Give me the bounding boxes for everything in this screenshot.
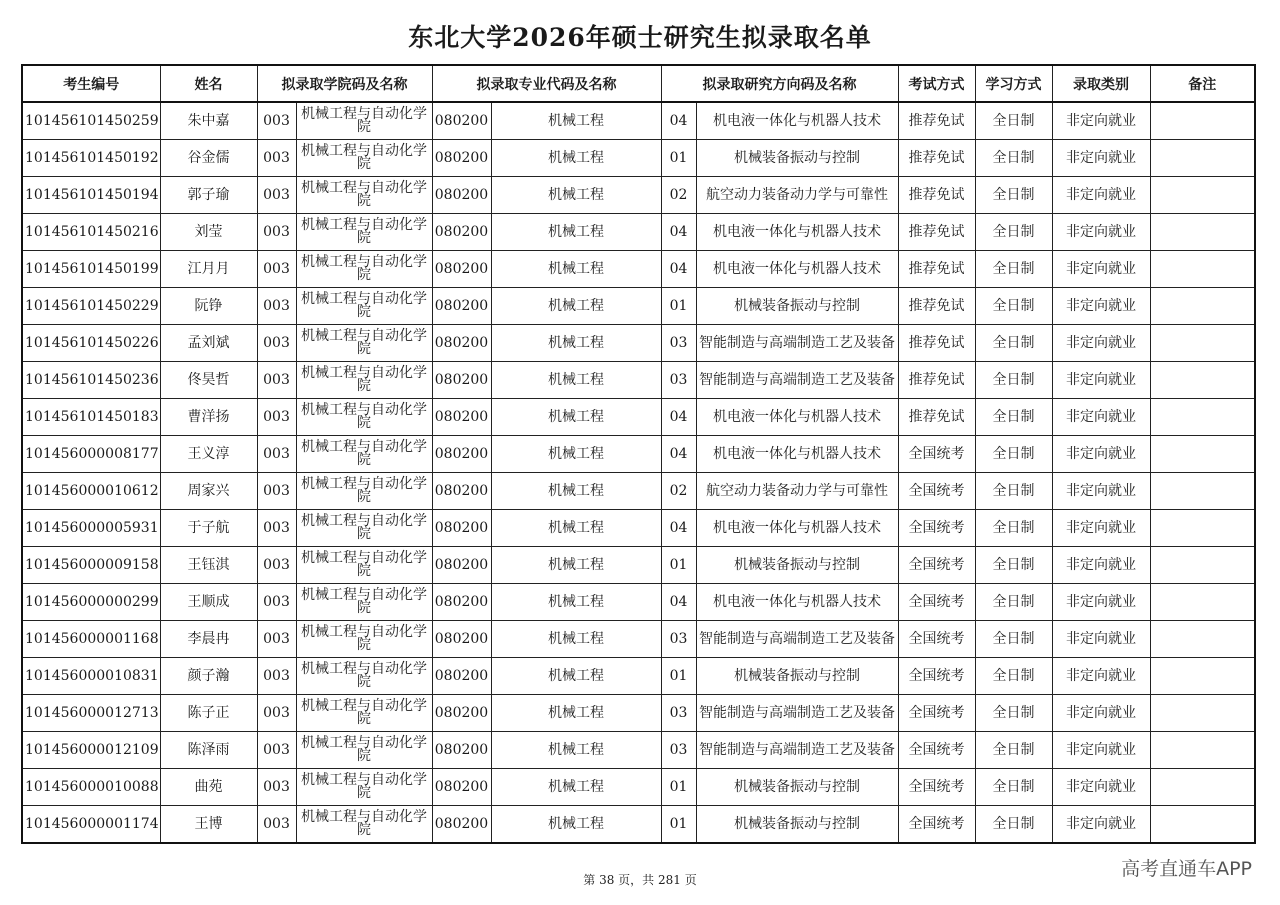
cell-direction-name: 机械装备振动与控制	[696, 658, 898, 695]
cell-college-code: 003	[257, 177, 296, 214]
cell-college-name: 机械工程与自动化学院	[296, 325, 432, 362]
cell-major-name: 机械工程	[491, 436, 661, 473]
cell-major-name: 机械工程	[491, 473, 661, 510]
table-row	[22, 547, 1255, 584]
cell-direction-name: 机械装备振动与控制	[696, 140, 898, 177]
cell-direction-code: 01	[661, 547, 696, 584]
cell-major-code: 080200	[432, 102, 491, 140]
table-row	[22, 140, 1255, 177]
cell-major-code: 080200	[432, 251, 491, 288]
cell-major-name: 机械工程	[491, 140, 661, 177]
cell-major-code: 080200	[432, 806, 491, 844]
cell-name: 刘莹	[160, 214, 257, 251]
cell-college-name: 机械工程与自动化学院	[296, 362, 432, 399]
header-exam: 考试方式	[898, 65, 975, 102]
cell-name: 曲苑	[160, 769, 257, 806]
cell-id: 101456101450229	[22, 288, 160, 325]
cell-major-code: 080200	[432, 362, 491, 399]
cell-college-code: 003	[257, 732, 296, 769]
cell-id: 101456000001168	[22, 621, 160, 658]
cell-direction-name: 机电液一体化与机器人技术	[696, 214, 898, 251]
cell-remark	[1150, 325, 1255, 362]
cell-category: 非定向就业	[1052, 769, 1150, 806]
cell-direction-code: 03	[661, 732, 696, 769]
cell-name: 阮铮	[160, 288, 257, 325]
cell-name: 陈子正	[160, 695, 257, 732]
cell-college-name: 机械工程与自动化学院	[296, 288, 432, 325]
cell-direction-code: 04	[661, 251, 696, 288]
cell-category: 非定向就业	[1052, 806, 1150, 844]
cell-direction-name: 机电液一体化与机器人技术	[696, 510, 898, 547]
cell-major-code: 080200	[432, 140, 491, 177]
header-study: 学习方式	[975, 65, 1052, 102]
table-row	[22, 621, 1255, 658]
cell-direction-name: 航空动力装备动力学与可靠性	[696, 177, 898, 214]
cell-college-code: 003	[257, 399, 296, 436]
cell-exam: 全国统考	[898, 621, 975, 658]
cell-category: 非定向就业	[1052, 214, 1150, 251]
cell-category: 非定向就业	[1052, 473, 1150, 510]
cell-name: 王博	[160, 806, 257, 844]
cell-name: 孟刘斌	[160, 325, 257, 362]
cell-direction-name: 机电液一体化与机器人技术	[696, 251, 898, 288]
cell-study: 全日制	[975, 806, 1052, 844]
cell-direction-name: 机电液一体化与机器人技术	[696, 102, 898, 140]
cell-exam: 推荐免试	[898, 399, 975, 436]
cell-major-name: 机械工程	[491, 584, 661, 621]
cell-study: 全日制	[975, 102, 1052, 140]
cell-major-code: 080200	[432, 658, 491, 695]
cell-college-code: 003	[257, 473, 296, 510]
cell-category: 非定向就业	[1052, 362, 1150, 399]
cell-college-name: 机械工程与自动化学院	[296, 177, 432, 214]
cell-category: 非定向就业	[1052, 177, 1150, 214]
cell-remark	[1150, 806, 1255, 844]
cell-exam: 全国统考	[898, 436, 975, 473]
cell-direction-code: 01	[661, 769, 696, 806]
cell-major-name: 机械工程	[491, 325, 661, 362]
cell-major-name: 机械工程	[491, 102, 661, 140]
cell-college-code: 003	[257, 806, 296, 844]
cell-id: 101456000012109	[22, 732, 160, 769]
cell-major-name: 机械工程	[491, 510, 661, 547]
cell-college-name: 机械工程与自动化学院	[296, 547, 432, 584]
cell-college-name: 机械工程与自动化学院	[296, 621, 432, 658]
cell-college-code: 003	[257, 362, 296, 399]
cell-direction-code: 01	[661, 806, 696, 844]
cell-major-code: 080200	[432, 732, 491, 769]
cell-major-code: 080200	[432, 399, 491, 436]
cell-direction-name: 机械装备振动与控制	[696, 806, 898, 844]
cell-remark	[1150, 695, 1255, 732]
cell-study: 全日制	[975, 214, 1052, 251]
cell-direction-code: 04	[661, 399, 696, 436]
cell-direction-code: 04	[661, 214, 696, 251]
cell-major-code: 080200	[432, 584, 491, 621]
cell-college-code: 003	[257, 251, 296, 288]
page-title: 东北大学2026年硕士研究生拟录取名单	[408, 23, 872, 52]
table-row	[22, 362, 1255, 399]
cell-remark	[1150, 732, 1255, 769]
cell-id: 101456101450183	[22, 399, 160, 436]
cell-direction-code: 03	[661, 621, 696, 658]
cell-exam: 推荐免试	[898, 325, 975, 362]
cell-college-name: 机械工程与自动化学院	[296, 769, 432, 806]
cell-remark	[1150, 214, 1255, 251]
cell-direction-code: 02	[661, 473, 696, 510]
cell-study: 全日制	[975, 547, 1052, 584]
cell-major-code: 080200	[432, 177, 491, 214]
cell-name: 于子航	[160, 510, 257, 547]
cell-id: 101456000010831	[22, 658, 160, 695]
cell-college-name: 机械工程与自动化学院	[296, 102, 432, 140]
cell-major-name: 机械工程	[491, 769, 661, 806]
cell-category: 非定向就业	[1052, 658, 1150, 695]
cell-remark	[1150, 547, 1255, 584]
table-row	[22, 732, 1255, 769]
cell-category: 非定向就业	[1052, 695, 1150, 732]
cell-direction-name: 机电液一体化与机器人技术	[696, 399, 898, 436]
watermark: 高考直通车APP	[1121, 858, 1252, 880]
cell-direction-code: 03	[661, 362, 696, 399]
cell-name: 李晨冉	[160, 621, 257, 658]
cell-category: 非定向就业	[1052, 547, 1150, 584]
cell-study: 全日制	[975, 732, 1052, 769]
table-row	[22, 102, 1255, 140]
cell-major-name: 机械工程	[491, 288, 661, 325]
cell-college-code: 003	[257, 658, 296, 695]
cell-study: 全日制	[975, 658, 1052, 695]
cell-name: 曹洋扬	[160, 399, 257, 436]
cell-study: 全日制	[975, 436, 1052, 473]
cell-major-name: 机械工程	[491, 251, 661, 288]
cell-major-name: 机械工程	[491, 695, 661, 732]
header-direction: 拟录取研究方向码及名称	[661, 65, 898, 102]
cell-id: 101456000009158	[22, 547, 160, 584]
cell-exam: 推荐免试	[898, 288, 975, 325]
cell-name: 王义淳	[160, 436, 257, 473]
cell-direction-name: 机械装备振动与控制	[696, 288, 898, 325]
cell-study: 全日制	[975, 584, 1052, 621]
cell-name: 王钰淇	[160, 547, 257, 584]
table-row	[22, 177, 1255, 214]
cell-major-code: 080200	[432, 510, 491, 547]
cell-major-code: 080200	[432, 547, 491, 584]
cell-category: 非定向就业	[1052, 102, 1150, 140]
cell-study: 全日制	[975, 140, 1052, 177]
cell-category: 非定向就业	[1052, 584, 1150, 621]
table-header-row	[22, 65, 1255, 102]
cell-exam: 全国统考	[898, 806, 975, 844]
table-row	[22, 325, 1255, 362]
cell-college-code: 003	[257, 214, 296, 251]
cell-direction-name: 智能制造与高端制造工艺及装备	[696, 732, 898, 769]
cell-study: 全日制	[975, 177, 1052, 214]
cell-direction-name: 机械装备振动与控制	[696, 769, 898, 806]
cell-college-code: 003	[257, 325, 296, 362]
cell-exam: 全国统考	[898, 510, 975, 547]
table-row	[22, 251, 1255, 288]
cell-id: 101456000001174	[22, 806, 160, 844]
cell-exam: 全国统考	[898, 584, 975, 621]
cell-id: 101456000010612	[22, 473, 160, 510]
cell-remark	[1150, 473, 1255, 510]
table-row	[22, 399, 1255, 436]
cell-id: 101456101450194	[22, 177, 160, 214]
cell-direction-code: 04	[661, 102, 696, 140]
cell-remark	[1150, 102, 1255, 140]
cell-id: 101456101450216	[22, 214, 160, 251]
cell-category: 非定向就业	[1052, 140, 1150, 177]
cell-exam: 全国统考	[898, 695, 975, 732]
cell-college-name: 机械工程与自动化学院	[296, 214, 432, 251]
cell-major-code: 080200	[432, 436, 491, 473]
cell-direction-name: 机电液一体化与机器人技术	[696, 584, 898, 621]
cell-id: 101456101450199	[22, 251, 160, 288]
cell-major-name: 机械工程	[491, 621, 661, 658]
cell-major-code: 080200	[432, 473, 491, 510]
cell-college-code: 003	[257, 695, 296, 732]
table-row	[22, 806, 1255, 844]
cell-category: 非定向就业	[1052, 732, 1150, 769]
cell-direction-code: 04	[661, 510, 696, 547]
cell-direction-code: 04	[661, 436, 696, 473]
cell-major-name: 机械工程	[491, 214, 661, 251]
cell-direction-name: 智能制造与高端制造工艺及装备	[696, 695, 898, 732]
cell-direction-code: 04	[661, 584, 696, 621]
header-category: 录取类别	[1052, 65, 1150, 102]
cell-category: 非定向就业	[1052, 288, 1150, 325]
cell-major-name: 机械工程	[491, 658, 661, 695]
header-id: 考生编号	[22, 65, 160, 102]
cell-major-name: 机械工程	[491, 732, 661, 769]
header-name: 姓名	[160, 65, 257, 102]
cell-major-name: 机械工程	[491, 806, 661, 844]
cell-college-code: 003	[257, 769, 296, 806]
cell-remark	[1150, 399, 1255, 436]
cell-exam: 推荐免试	[898, 214, 975, 251]
cell-college-code: 003	[257, 102, 296, 140]
cell-exam: 全国统考	[898, 658, 975, 695]
cell-direction-name: 智能制造与高端制造工艺及装备	[696, 362, 898, 399]
cell-major-code: 080200	[432, 325, 491, 362]
cell-direction-code: 03	[661, 695, 696, 732]
cell-exam: 全国统考	[898, 473, 975, 510]
cell-name: 郭子瑜	[160, 177, 257, 214]
cell-direction-code: 01	[661, 140, 696, 177]
header-major: 拟录取专业代码及名称	[432, 65, 661, 102]
cell-exam: 推荐免试	[898, 177, 975, 214]
cell-study: 全日制	[975, 769, 1052, 806]
cell-exam: 推荐免试	[898, 102, 975, 140]
cell-id: 101456101450259	[22, 102, 160, 140]
cell-category: 非定向就业	[1052, 621, 1150, 658]
cell-direction-code: 03	[661, 325, 696, 362]
cell-college-name: 机械工程与自动化学院	[296, 732, 432, 769]
cell-id: 101456000005931	[22, 510, 160, 547]
table-row	[22, 584, 1255, 621]
cell-college-name: 机械工程与自动化学院	[296, 473, 432, 510]
cell-study: 全日制	[975, 473, 1052, 510]
cell-college-name: 机械工程与自动化学院	[296, 695, 432, 732]
cell-major-code: 080200	[432, 769, 491, 806]
cell-major-name: 机械工程	[491, 362, 661, 399]
table-row	[22, 658, 1255, 695]
cell-id: 101456000008177	[22, 436, 160, 473]
cell-major-name: 机械工程	[491, 177, 661, 214]
cell-remark	[1150, 140, 1255, 177]
cell-college-name: 机械工程与自动化学院	[296, 584, 432, 621]
cell-category: 非定向就业	[1052, 436, 1150, 473]
cell-college-code: 003	[257, 288, 296, 325]
cell-study: 全日制	[975, 510, 1052, 547]
cell-major-code: 080200	[432, 214, 491, 251]
cell-name: 佟昊哲	[160, 362, 257, 399]
table-body	[22, 102, 1255, 843]
table-row	[22, 769, 1255, 806]
cell-name: 颜子瀚	[160, 658, 257, 695]
table-row	[22, 288, 1255, 325]
cell-exam: 全国统考	[898, 547, 975, 584]
cell-remark	[1150, 288, 1255, 325]
header-remark: 备注	[1150, 65, 1255, 102]
cell-college-code: 003	[257, 584, 296, 621]
cell-name: 江月月	[160, 251, 257, 288]
cell-study: 全日制	[975, 288, 1052, 325]
cell-college-name: 机械工程与自动化学院	[296, 251, 432, 288]
cell-study: 全日制	[975, 399, 1052, 436]
cell-college-name: 机械工程与自动化学院	[296, 658, 432, 695]
cell-study: 全日制	[975, 695, 1052, 732]
cell-remark	[1150, 251, 1255, 288]
table-row	[22, 214, 1255, 251]
cell-remark	[1150, 584, 1255, 621]
cell-name: 周家兴	[160, 473, 257, 510]
cell-remark	[1150, 658, 1255, 695]
cell-direction-name: 机电液一体化与机器人技术	[696, 436, 898, 473]
cell-name: 陈泽雨	[160, 732, 257, 769]
cell-id: 101456101450192	[22, 140, 160, 177]
cell-remark	[1150, 621, 1255, 658]
page-number: 第 38 页，共 281 页	[583, 873, 697, 887]
cell-id: 101456000000299	[22, 584, 160, 621]
cell-remark	[1150, 362, 1255, 399]
cell-id: 101456000012713	[22, 695, 160, 732]
table-row	[22, 510, 1255, 547]
cell-college-name: 机械工程与自动化学院	[296, 510, 432, 547]
cell-category: 非定向就业	[1052, 399, 1150, 436]
cell-remark	[1150, 769, 1255, 806]
cell-study: 全日制	[975, 362, 1052, 399]
cell-major-name: 机械工程	[491, 547, 661, 584]
cell-study: 全日制	[975, 251, 1052, 288]
header-college: 拟录取学院码及名称	[257, 65, 432, 102]
cell-major-code: 080200	[432, 695, 491, 732]
cell-college-name: 机械工程与自动化学院	[296, 140, 432, 177]
cell-category: 非定向就业	[1052, 325, 1150, 362]
cell-college-code: 003	[257, 436, 296, 473]
cell-id: 101456000010088	[22, 769, 160, 806]
cell-college-code: 003	[257, 621, 296, 658]
table-row	[22, 695, 1255, 732]
cell-direction-name: 智能制造与高端制造工艺及装备	[696, 325, 898, 362]
cell-study: 全日制	[975, 325, 1052, 362]
cell-remark	[1150, 510, 1255, 547]
cell-direction-code: 01	[661, 288, 696, 325]
cell-direction-name: 航空动力装备动力学与可靠性	[696, 473, 898, 510]
cell-category: 非定向就业	[1052, 510, 1150, 547]
cell-name: 王顺成	[160, 584, 257, 621]
cell-college-code: 003	[257, 510, 296, 547]
cell-category: 非定向就业	[1052, 251, 1150, 288]
cell-exam: 全国统考	[898, 769, 975, 806]
cell-exam: 推荐免试	[898, 251, 975, 288]
cell-direction-code: 01	[661, 658, 696, 695]
cell-name: 谷金儒	[160, 140, 257, 177]
cell-major-name: 机械工程	[491, 399, 661, 436]
cell-major-code: 080200	[432, 288, 491, 325]
cell-exam: 推荐免试	[898, 140, 975, 177]
cell-name: 朱中嘉	[160, 102, 257, 140]
cell-direction-name: 机械装备振动与控制	[696, 547, 898, 584]
cell-college-name: 机械工程与自动化学院	[296, 436, 432, 473]
table-row	[22, 436, 1255, 473]
cell-direction-code: 02	[661, 177, 696, 214]
cell-direction-name: 智能制造与高端制造工艺及装备	[696, 621, 898, 658]
cell-study: 全日制	[975, 621, 1052, 658]
cell-exam: 全国统考	[898, 732, 975, 769]
cell-id: 101456101450226	[22, 325, 160, 362]
admission-table	[21, 64, 1256, 844]
cell-college-code: 003	[257, 140, 296, 177]
cell-college-code: 003	[257, 547, 296, 584]
cell-major-code: 080200	[432, 621, 491, 658]
cell-remark	[1150, 177, 1255, 214]
cell-college-name: 机械工程与自动化学院	[296, 806, 432, 844]
cell-exam: 推荐免试	[898, 362, 975, 399]
cell-id: 101456101450236	[22, 362, 160, 399]
cell-college-name: 机械工程与自动化学院	[296, 399, 432, 436]
cell-remark	[1150, 436, 1255, 473]
table-row	[22, 473, 1255, 510]
